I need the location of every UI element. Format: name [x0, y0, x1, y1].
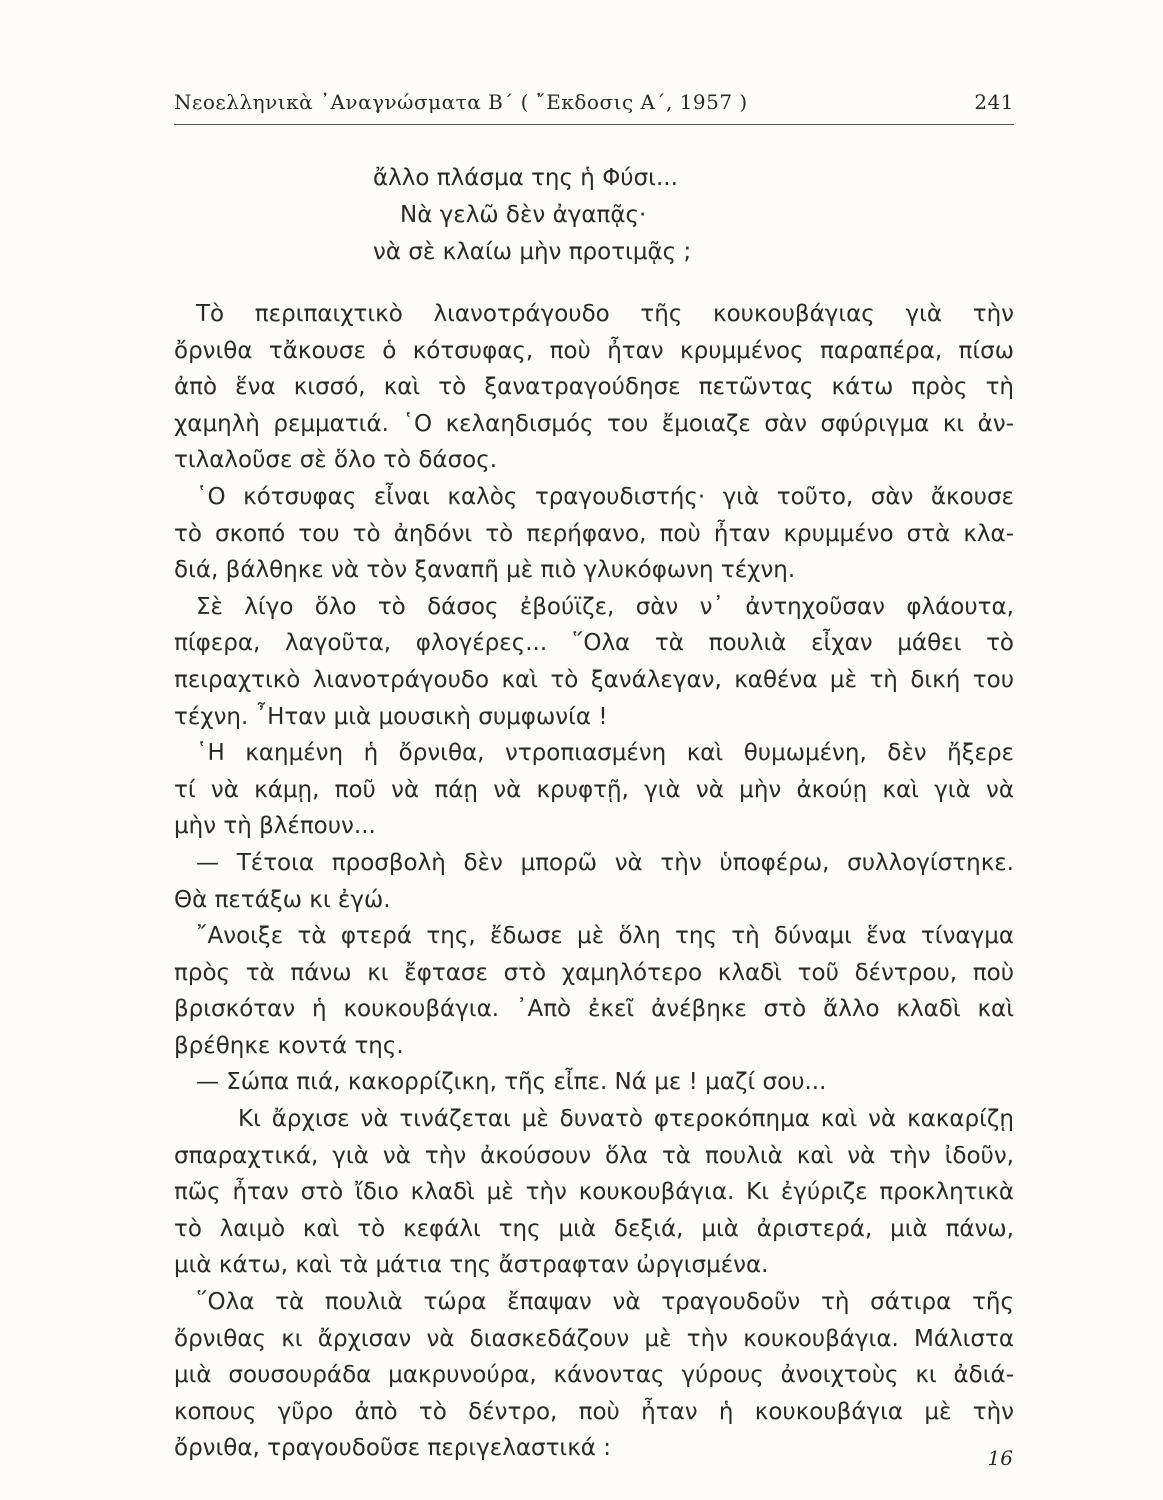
text-line: μὴν τὴ βλέπουν... [174, 813, 376, 840]
verse-block [373, 160, 691, 271]
text-line: τὸ λαιμὸ καὶ τὸ κεφάλι της μιὰ δεξιά, μιὰ ἀριστερά, μιὰ πάνω, [174, 1215, 1014, 1242]
signature-mark: 16 [987, 1446, 1013, 1470]
text-line: πῶς ἦταν στὸ ἴδιο κλαδὶ μὲ τὴν κουκουβάγια. Κι ἐγύριζε προκλητικὰ [174, 1179, 1014, 1206]
text-line: χαμηλὴ ρεμματιά. ῾Ο κελαηδισμός του ἔμοιαζε σὰν σφύριγμα κι ἀν- [174, 410, 1014, 437]
text-line: ὄρνιθα τἄκουσε ὁ κότσυφας, ποὺ ἦταν κρυμμένος παραπέρα, πίσω [174, 337, 1014, 364]
text-line: Τὸ περιπαιχτικὸ λιανοτράγουδο τῆς κουκουβάγιας γιὰ τὴν [196, 301, 1014, 327]
text-line: — Σώπα πιά, κακορρίζικη, τῆς εἶπε. Νά με ! μαζί σου... [196, 1069, 827, 1096]
text-line: ῾Ο κότσυφας εἶναι καλὸς τραγουδιστής· γιὰ τοῦτο, σὰν ἄκουσε [196, 483, 1014, 510]
text-line: Σὲ λίγο ὅλο τὸ δάσος ἐβούϊζε, σὰν ν᾿ ἀντηχοῦσαν φλάουτα, [196, 593, 1014, 620]
text-line: πρὸς τὰ πάνω κι ἔφτασε στὸ χαμηλότερο κλαδὶ τοῦ δέντρου, ποὺ [174, 959, 1014, 986]
text-line: ῎Ανοιξε τὰ φτερά της, ἔδωσε μὲ ὅλη της τὴ δύναμι ἕνα τίναγμα [196, 923, 1014, 950]
text-line: ἀπὸ ἕνα κισσό, καὶ τὸ ξανατραγούδησε πετῶντας κάτω πρὸς τὴ [174, 374, 1014, 401]
text-line: τί νὰ κάμῃ, ποῦ νὰ πάῃ νὰ κρυφτῇ, γιὰ νὰ μὴν ἀκούῃ καὶ γιὰ νὰ [174, 776, 1014, 803]
text-line: σπαραχτικά, γιὰ νὰ τὴν ἀκούσουν ὅλα τὰ πουλιὰ καὶ νὰ τὴν ἰδοῦν, [174, 1142, 1014, 1169]
text-line: μιὰ κάτω, καὶ τὰ μάτια της ἄστραφταν ὠργισμένα. [174, 1252, 769, 1279]
text-line: μιὰ σουσουράδα μακρυνούρα, κάνοντας γύρους ἀνοιχτοὺς κι ἀδιά- [174, 1362, 1014, 1389]
verse-line: νὰ σὲ κλαίω μὴν προτιμᾷς ; [373, 239, 692, 265]
body-text [174, 296, 1014, 1467]
text-line: πίφερα, λαγοῦτα, φλογέρες... ῞Ολα τὰ πουλιὰ εἶχαν μάθει τὸ [174, 630, 1014, 657]
text-line: ὄρνιθας κι ἄρχισαν νὰ διασκεδάζουν μὲ τὴν κουκουβάγια. Μάλιστα [174, 1325, 1014, 1352]
text-line: — Τέτοια προσβολὴ δὲν μπορῶ νὰ τὴν ὑποφέρω, συλλογίστηκε. [196, 849, 1014, 876]
running-header [174, 86, 1014, 122]
text-line: τὸ σκοπό του τὸ ἀηδόνι τὸ περήφανο, ποὺ ἦταν κρυμμένο στὰ κλα- [174, 520, 1014, 547]
header-title: Νεοελληνικὰ ᾿Αναγνώσματα Β΄ ( ῎Εκδοσις Α΄, 1957 ) [174, 90, 748, 114]
text-line: βρισκόταν ἡ κουκουβάγια. ᾿Απὸ ἐκεῖ ἀνέβηκε στὸ ἄλλο κλαδὶ καὶ [174, 996, 1014, 1023]
text-line: Κι ἄρχισε νὰ τινάζεται μὲ δυνατὸ φτεροκόπημα καὶ νὰ κακαρίζῃ [238, 1106, 1014, 1133]
text-line: κοπους γῦρο ἀπὸ τὸ δέντρο, ποὺ ἦταν ἡ κουκουβάγια μὲ τὴν [174, 1398, 1014, 1425]
text-line: βρέθηκε κοντά της. [174, 1032, 404, 1059]
page-number: 241 [974, 90, 1014, 114]
text-line: τιλαλοῦσε σὲ ὅλο τὸ δάσος. [174, 447, 498, 474]
text-line: τέχνη. ῏Ηταν μιὰ μουσικὴ συμφωνία ! [174, 703, 608, 730]
verse-line: Νὰ γελῶ δὲν ἀγαπᾷς· [400, 202, 647, 228]
text-line: Θὰ πετάξω κι ἐγώ. [174, 886, 391, 913]
text-line: ῞Ολα τὰ πουλιὰ τώρα ἔπαψαν νὰ τραγουδοῦν τὴ σάτιρα τῆς [196, 1289, 1014, 1316]
text-line: ὄρνιθα, τραγουδοῦσε περιγελαστικά : [174, 1435, 611, 1462]
header-rule [174, 124, 1014, 125]
text-line: διά, βάλθηκε νὰ τὸν ξαναπῆ μὲ πιὸ γλυκόφωνη τέχνη. [174, 557, 796, 584]
text-line: ῾Η καημένη ἡ ὄρνιθα, ντροπιασμένη καὶ θυμωμένη, δὲν ἤξερε [196, 740, 1014, 767]
text-line: πειραχτικὸ λιανοτράγουδο καὶ τὸ ξανάλεγαν, καθένα μὲ τὴ δική του [174, 666, 1014, 693]
verse-line: ἄλλο πλάσμα της ἡ Φύσι... [373, 165, 678, 191]
